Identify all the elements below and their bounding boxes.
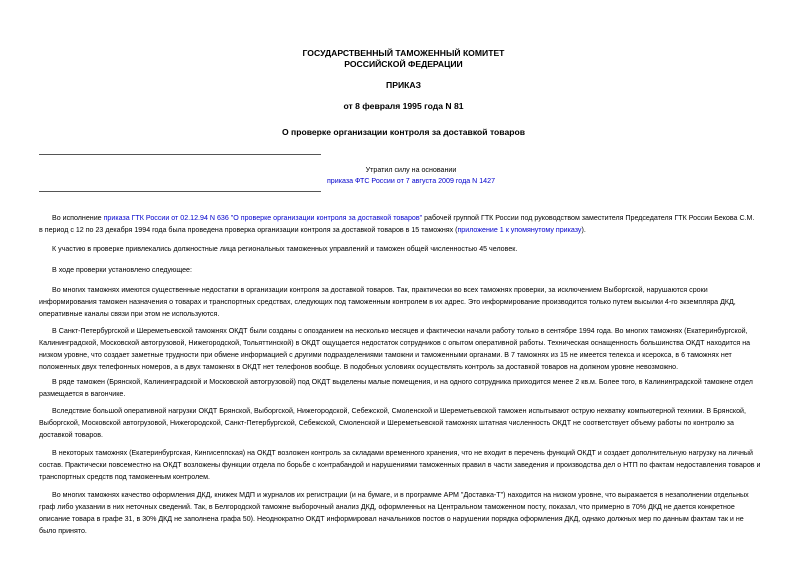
org-name-line2: РОССИЙСКОЙ ФЕДЕРАЦИИ bbox=[344, 59, 463, 69]
paragraph-9-line-1: Во многих таможнях качество оформления ДКД, книжек МДП и журналов их регистрации (и на бумаге, и в программе АРМ "Доставка-Т") находится на низком уровне, что выражается в незаполнении отдельных bbox=[52, 491, 749, 499]
paragraph-4-line-2: информирования таможен назначения о товарах и транспортных средствах, следующих под таможенным контролем в их адрес. Это информирование производится только путем высылки 4-го экземпляра ДКД, bbox=[39, 298, 736, 306]
repeal-note-link-wrap bbox=[291, 176, 531, 187]
paragraph-9-line-2: граф либо указании в них неточных сведений. Так, в Белгородской таможне выборочный анализ ДКД, оформленных на Центральном таможенном посту, показал, что примерно в 70% ДКД не дается конкретное bbox=[39, 503, 735, 511]
text-run: Во исполнение bbox=[52, 214, 104, 222]
paragraph-1 bbox=[39, 212, 771, 236]
paragraph-3 bbox=[39, 264, 771, 276]
paragraph-2 bbox=[39, 243, 771, 255]
paragraph-7-line-2: Выборгской, Московской автогрузовой, Нижегородской, Санкт-Петербургской, Себежской, Смоленской и Шереметьевской таможнях штатная численность ОКДТ не соответствует объему работы по контролю за bbox=[39, 419, 734, 427]
paragraph-1-line-1 bbox=[39, 212, 771, 224]
paragraph-7-line-1: Вследствие большой оперативной нагрузки ОКДТ Брянской, Выборгской, Нижегородской, Себежской, Смоленской и Шереметьевской таможен испытывают острую нехватку компьютерной техники. В Брянской, bbox=[52, 407, 746, 415]
paragraph-8-line-2: состав. Практически повсеместно на ОКДТ возложены функции отдела по борьбе с контрабандой и нарушениями таможенных правил в части заведения и производства дел о НТП по фактам недоставления товаров и bbox=[39, 461, 761, 469]
paragraph-9 bbox=[39, 489, 771, 537]
paragraph-4-line-3: оперативные каналы связи при этом не используются. bbox=[39, 310, 220, 318]
paragraph-5 bbox=[39, 325, 771, 373]
paragraph-7-line-3: доставкой товаров. bbox=[39, 431, 103, 439]
repeal-order-link[interactable]: приказа ФТС России от 7 августа 2009 года N 1427 bbox=[326, 177, 496, 185]
paragraph-2-line-1: К участию в проверке привлекались должностные лица региональных таможенных управлений и таможен общей численностью 45 человек. bbox=[52, 245, 518, 253]
paragraph-6-line-2: размещается в вагончике. bbox=[39, 390, 126, 398]
paragraph-5-line-1: В Санкт-Петербургской и Шереметьевской таможнях ОКДТ были созданы с опозданием на несколько месяцев и фактически начали работу только в сентябре 1994 года. Во многих таможнях (Екатеринбургской, bbox=[52, 327, 748, 335]
text-run: в период с 12 по 23 декабря 1994 года была проведена проверка организации контроля за доставкой товаров в 15 таможнях ( bbox=[39, 226, 458, 234]
paragraph-8 bbox=[39, 447, 771, 483]
paragraph-9-line-3: описание товара в графе 31, в 30% ДКД не заполнена графа 50). Неоднократно ОКДТ информировал начальников постов о нарушении порядка оформления ДКД, однако должных мер по данным фактам так и не bbox=[39, 515, 744, 523]
doc-type: ПРИКАЗ bbox=[386, 80, 421, 90]
paragraph-7 bbox=[39, 405, 771, 441]
paragraph-4-line-1: Во многих таможнях имеются существенные недостатки в организации контроля за доставкой товаров. Так, практически во всех таможнях проверки, за исключением Выборгской, нарушаются сроки bbox=[52, 286, 708, 294]
paragraph-6 bbox=[39, 376, 771, 400]
paragraph-5-line-2: Калининградской, Московской автогрузовой, Нижегородской, Тольяттинской) в ОКДТ ощущается недостаток сотрудников с опытом оперативной работы. Техническая оснащенность большинства ОКДТ находится на bbox=[39, 339, 751, 347]
divider-bottom bbox=[39, 191, 321, 192]
paragraph-8-line-1: В некоторых таможнях (Екатеринбургская, Кингисеппская) на ОКДТ возложен контроль за складами временного хранения, что не входит в перечень функций ОКДТ и создает дополнительную нагрузку на личный bbox=[52, 449, 753, 457]
paragraph-3-line-1: В ходе проверки установлено следующее: bbox=[52, 266, 192, 274]
paragraph-9-line-4: было принято. bbox=[39, 527, 87, 535]
text-run: ). bbox=[581, 226, 586, 234]
paragraph-4 bbox=[39, 284, 771, 320]
doc-title: О проверке организации контроля за доставкой товаров bbox=[281, 127, 526, 137]
order-636-link[interactable]: приказа ГТК России от 02.12.94 N 636 "О проверке организации контроля за доставкой товаров" bbox=[103, 214, 423, 222]
paragraph-5-line-4: положенных двух телефонных номеров, а в двух таможнях в ОКДТ нет телефонов вообще. В подобных условиях осуществлять контроль за доставкой товаров на должном уровне невозможно. bbox=[39, 363, 679, 371]
doc-date: от 8 февраля 1995 года N 81 bbox=[343, 101, 464, 111]
paragraph-5-line-3: низком уровне, что создает заметные трудности при обмене информацией с другими подразделениями таможни и таможенными органами. В 7 таможнях из 15 не имеется телекса и ксерокса, в 6 таможнях нет bbox=[39, 351, 732, 359]
appendix-1-link[interactable]: приложение 1 к упомянутому приказу bbox=[457, 226, 582, 234]
paragraph-8-line-3: транспортных средств под таможенным контролем. bbox=[39, 473, 210, 481]
repeal-note-text: Утратил силу на основании bbox=[365, 166, 457, 174]
org-name-line1: ГОСУДАРСТВЕННЫЙ ТАМОЖЕННЫЙ КОМИТЕТ bbox=[302, 48, 505, 58]
divider-top bbox=[39, 154, 321, 155]
text-run: рабочей группой ГТК России под руководством заместителя Председателя ГТК России Бекова С.М. bbox=[422, 214, 755, 222]
paragraph-6-line-1: В ряде таможен (Брянской, Калининградской и Московской автогрузовой) под ОКДТ выделены малые помещения, и на одного сотрудника приходится менее 2 кв.м. Более того, в Калининградской таможне отдел bbox=[52, 378, 753, 386]
paragraph-1-line-2 bbox=[39, 224, 771, 236]
